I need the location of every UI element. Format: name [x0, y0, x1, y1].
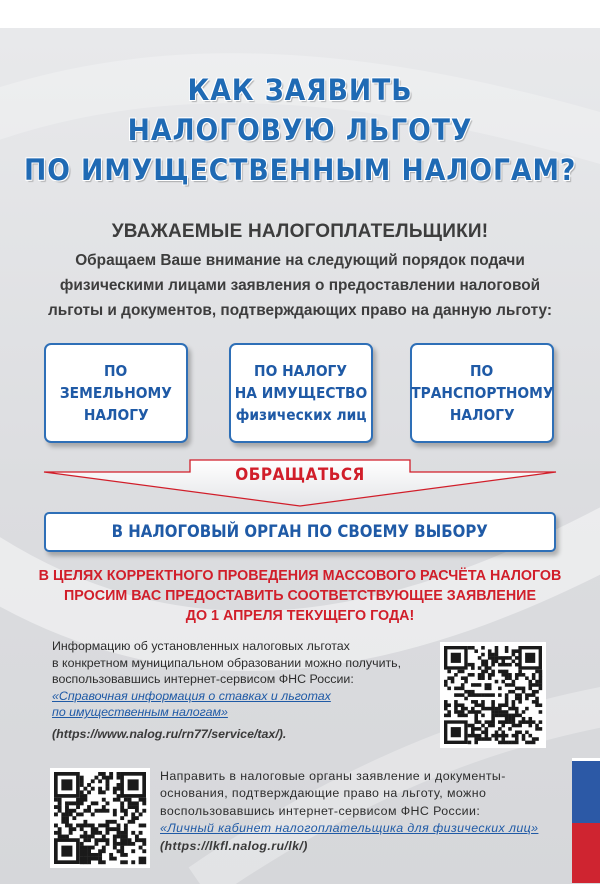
title-line: КАК ЗАЯВИТЬ	[187, 73, 413, 107]
cabinet-info-text	[160, 768, 560, 855]
info-line: воспользовавшись интернет-сервисом ФНС России:	[52, 672, 354, 686]
title-line: ПО ИМУЩЕСТВЕННЫМ НАЛОГАМ?	[24, 153, 577, 187]
russian-flag-stripe	[572, 758, 600, 883]
transport-tax-box	[410, 343, 554, 443]
cabinet-service-link[interactable]: «Личный кабинет налогоплательщика для физических лиц»	[160, 821, 539, 836]
intro-text	[30, 248, 570, 323]
rates-info-text	[52, 638, 432, 742]
qr-code-icon	[50, 768, 150, 868]
info-line: Направить в налоговые органы заявление и документы-	[160, 769, 506, 783]
box-line: ТРАНСПОРТНОМУ	[410, 384, 554, 402]
box-line: ПО	[470, 362, 494, 380]
box-line: ПО	[104, 362, 128, 380]
authority-text: В НАЛОГОВЫЙ ОРГАН ПО СВОЕМУ ВЫБОРУ	[111, 522, 489, 542]
warning-line: В ЦЕЛЯХ КОРРЕКТНОГО ПРОВЕДЕНИЯ МАССОВОГО РАСЧЁТА НАЛОГОВ	[38, 568, 562, 584]
land-tax-box	[44, 343, 188, 443]
tax-authority-box	[44, 512, 556, 552]
box-line: ЗЕМЕЛЬНОМУ	[59, 384, 173, 402]
title-line: НАЛОГОВУЮ ЛЬГОТУ	[127, 113, 473, 147]
rates-service-link[interactable]: «Справочная информация о ставках и льготах	[52, 688, 331, 703]
intro-line: физическими лицами заявления о предоставлении налоговой	[59, 277, 541, 294]
page-title	[24, 70, 576, 190]
cabinet-service-url[interactable]: (https://lkfl.nalog.ru/lk/)	[160, 838, 308, 853]
greeting-heading: УВАЖАЕМЫЕ НАЛОГОПЛАТЕЛЬЩИКИ!	[111, 221, 489, 242]
info-line: Информацию об установленных налоговых льготах	[52, 639, 350, 653]
qr-code-icon	[440, 642, 546, 748]
intro-line: Обращаем Ваше внимание на следующий порядок подачи	[75, 252, 525, 269]
rates-service-url[interactable]: (https://www.nalog.ru/rn77/service/tax/).	[52, 726, 287, 741]
warning-line: ПРОСИМ ВАС ПРЕДОСТАВИТЬ СООТВЕТСТВУЮЩЕЕ ЗАЯВЛЕНИЕ	[64, 588, 536, 604]
info-line: основания, подтверждающие право на льготу, можно	[160, 786, 487, 801]
flag-red-band	[572, 823, 600, 883]
intro-line: льготы и документов, подтверждающих право на данную льготу:	[48, 302, 552, 319]
info-line: воспользовавшись интернет-сервисом ФНС России:	[160, 803, 481, 818]
box-line: НА ИМУЩЕСТВО	[234, 384, 368, 402]
rates-service-link[interactable]: по имущественным налогам»	[52, 705, 228, 719]
warning-line: ДО 1 АПРЕЛЯ ТЕКУЩЕГО ГОДА!	[185, 608, 415, 624]
box-line: физических лиц	[235, 406, 367, 424]
property-tax-box	[229, 343, 373, 443]
box-line: ПО НАЛОГУ	[254, 362, 348, 380]
box-line: НАЛОГУ	[449, 406, 515, 424]
arrow-label: ОБРАЩАТЬСЯ	[235, 465, 365, 485]
box-line: НАЛОГУ	[83, 406, 149, 424]
info-line: в конкретном муниципальном образовании можно получить,	[52, 655, 402, 670]
deadline-warning	[0, 566, 600, 626]
flag-blue-band	[572, 761, 600, 823]
